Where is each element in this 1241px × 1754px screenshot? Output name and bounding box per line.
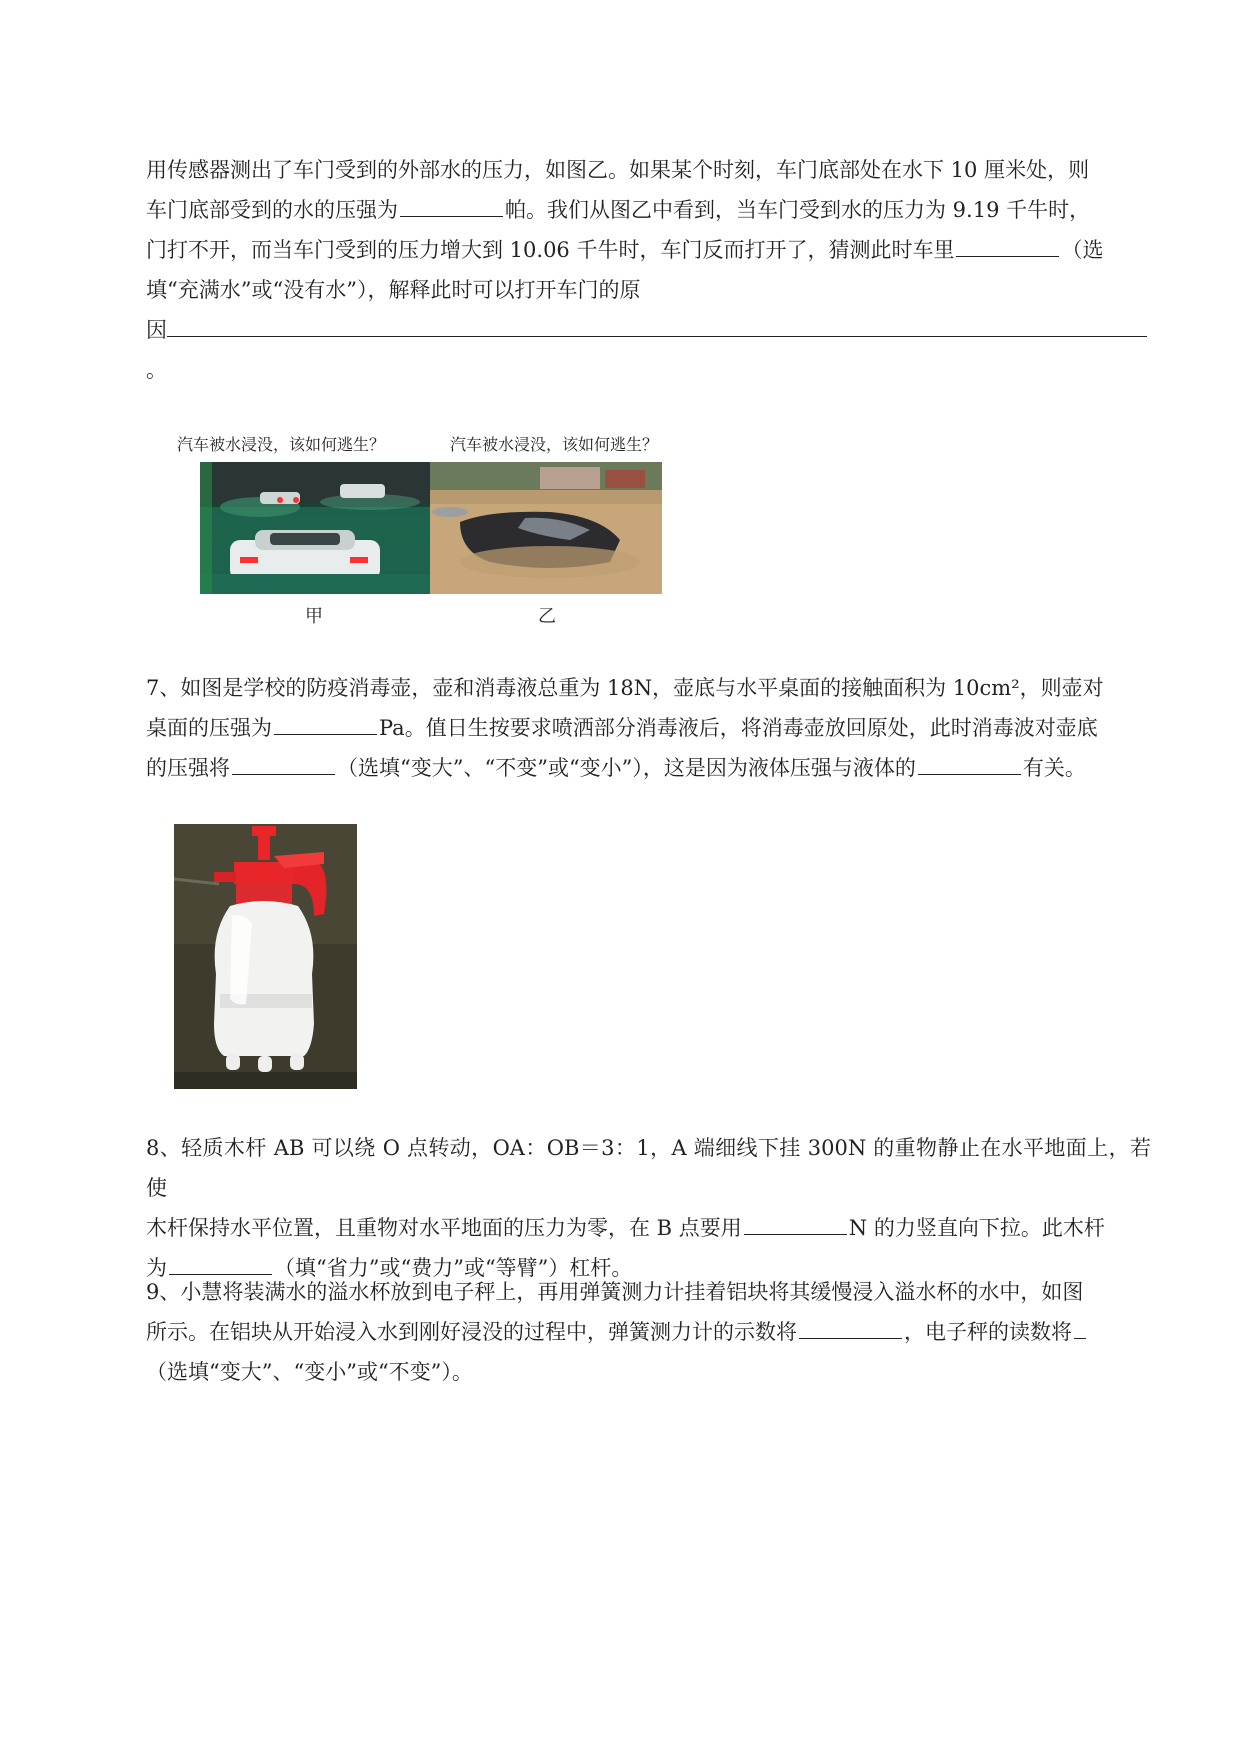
q7-line3: 的压强将 （选填“变大”、“不变”或“变小”），这是因为液体压强与液体的 有关。 — [146, 748, 1151, 788]
q7-text — [146, 668, 1151, 788]
q7-line1: 7、如图是学校的防疫消毒壶，壶和消毒液总重为 18N，壶底与水平桌面的接触面积为 10cm²，则壶对 — [146, 676, 1104, 700]
q8-blank-lever-type[interactable] — [169, 1248, 272, 1275]
q6-line6: 。 — [146, 358, 167, 382]
q9-line1: 9、小慧将装满水的溢水杯放到电子秤上，再用弹簧测力计挂着铝块将其缓慢浸入溢水杯的水中，如图 — [146, 1280, 1084, 1304]
q6-line4: 填“充满水”或“没有水”），解释此时可以打开车门的原 — [146, 278, 641, 302]
figure-title-left: 汽车被水浸没，该如何逃生？ — [177, 435, 386, 454]
q9-line3: （选填“变大”、“变小”或“不变”）。 — [146, 1360, 473, 1384]
q7-blank-pressure[interactable] — [274, 708, 377, 735]
spray-bottle-photo — [174, 824, 357, 1089]
q6-line5: 因 — [146, 310, 1151, 350]
q6-blank-water[interactable] — [956, 230, 1059, 257]
q6-line2: 车门底部受到的水的压强为 帕。我们从图乙中看到，当车门受到水的压力为 9.19 千牛时， — [146, 190, 1151, 230]
q6-blank-reason[interactable] — [167, 310, 1147, 337]
q8-line3: 为 （填“省力”或“费力”或“等臂”）杠杆。 — [146, 1248, 1151, 1288]
q8-line2: 木杆保持水平位置，且重物对水平地面的压力为零，在 B 点要用 N 的力竖直向下拉。此木杆 — [146, 1208, 1151, 1248]
q6-text — [146, 150, 1151, 390]
q7-line2: 桌面的压强为 Pa。值日生按要求喷洒部分消毒液后，将消毒壶放回原处，此时消毒波对壶底 — [146, 708, 1151, 748]
submerged-car-daylight-photo — [430, 462, 662, 594]
q9-text — [146, 1272, 1151, 1392]
q7-blank-change[interactable] — [232, 748, 335, 775]
q6-blank-pressure[interactable] — [400, 190, 503, 217]
q7-blank-factor[interactable] — [918, 748, 1021, 775]
q6-line1: 用传感器测出了车门受到的外部水的压力，如图乙。如果某个时刻，车门底部处在水下 10 厘米处，则 — [146, 158, 1090, 182]
figure-label-right: 乙 — [538, 606, 556, 627]
q8-text — [146, 1128, 1151, 1288]
figure-label-left: 甲 — [305, 606, 323, 627]
q9-blank-spring-scale[interactable] — [799, 1312, 902, 1339]
q8-line1: 8、轻质木杆 AB 可以绕 O 点转动，OA：OB＝3：1，A 端细线下挂 300N 的重物静止在水平地面上，若使 — [146, 1136, 1151, 1200]
figure-title-right: 汽车被水浸没，该如何逃生？ — [450, 435, 659, 454]
q9-blank-scale[interactable] — [1074, 1312, 1086, 1339]
flooded-car-night-photo — [200, 462, 430, 594]
q8-blank-force[interactable] — [744, 1208, 847, 1235]
q6-line3: 门打不开，而当车门受到的压力增大到 10.06 千牛时，车门反而打开了，猜测此时车里 （选 — [146, 230, 1151, 270]
q9-line2: 所示。在铝块从开始浸入水到刚好浸没的过程中，弹簧测力计的示数将 ，电子秤的读数将 — [146, 1312, 1151, 1352]
